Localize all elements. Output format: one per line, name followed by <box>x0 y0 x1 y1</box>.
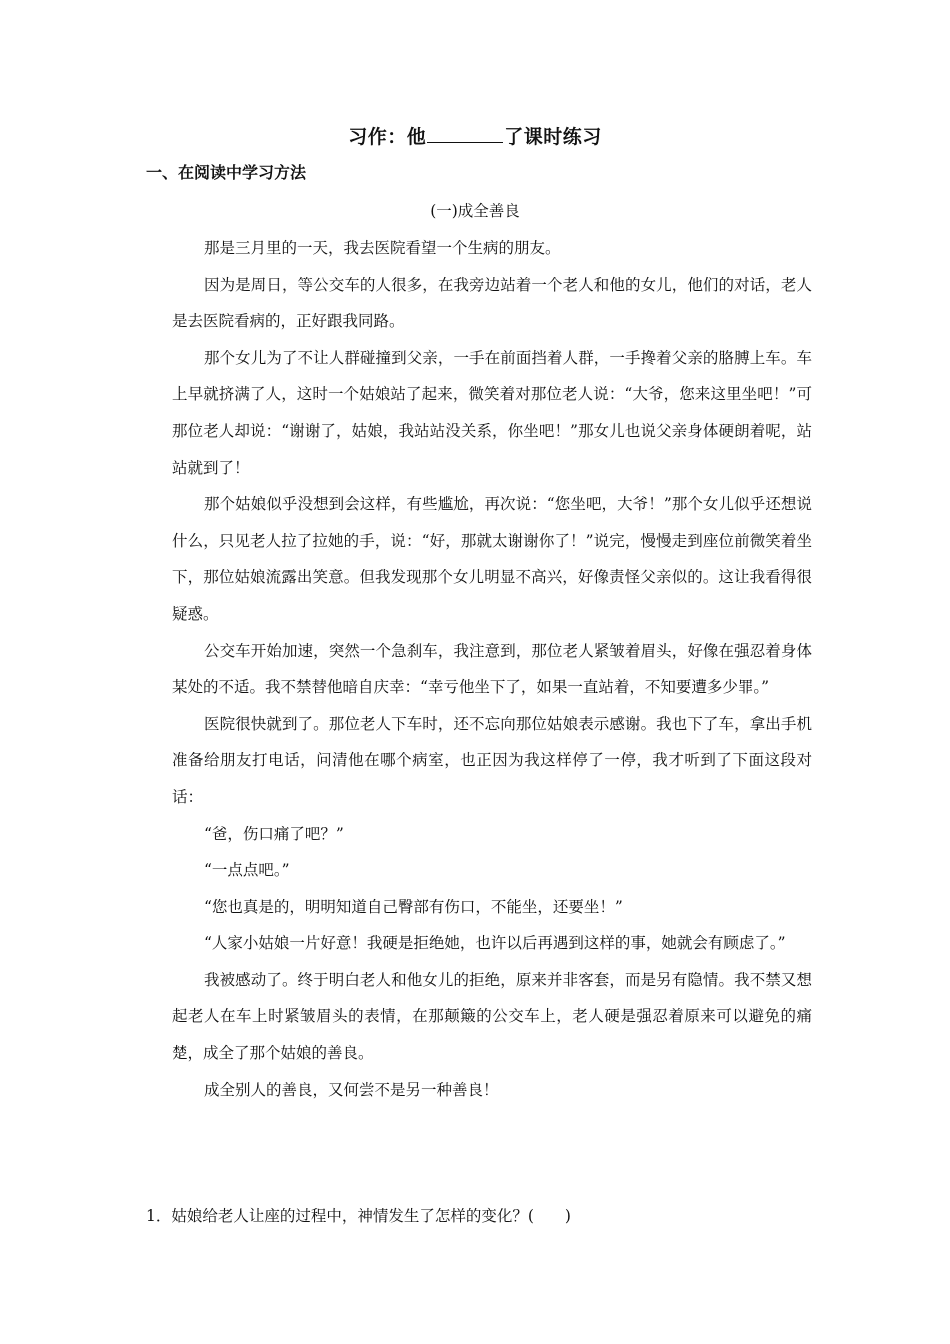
passage-paragraph: 医院很快就到了。那位老人下车时，还不忘向那位姑娘表示感谢。我也下了车，拿出手机准备给朋友打电话，问清他在哪个病室，也正因为我这样停了一停，我才听到了下面这段对话： <box>172 714 812 806</box>
passage-paragraph: “爸，伤口痛了吧？” <box>204 824 344 843</box>
question-1: 1．姑娘给老人让座的过程中，神情发生了怎样的变化？( ) <box>146 1207 571 1225</box>
title-prefix: 习作：他 <box>348 126 427 148</box>
passage-paragraph: “人家小姑娘一片好意！我硬是拒绝她，也许以后再遇到这样的事，她就会有顾虑了。” <box>204 934 786 953</box>
passage-paragraph: 成全别人的善良，又何尝不是另一种善良！ <box>204 1080 499 1099</box>
passage-paragraph: 那个姑娘似乎没想到会这样，有些尴尬，再次说：“您坐吧，大爷！”那个女儿似乎还想说什么，只见老人拉了拉她的手，说：“好，那就太谢谢你了！”说完，慢慢走到座位前微笑着坐下，那位姑娘流露出笑意。但我发现那个女儿明显不高兴，好像责怪父亲似的。这让我看得很疑惑。 <box>172 495 812 623</box>
passage-paragraph: “一点点吧。” <box>204 861 290 880</box>
passage-paragraph: 公交车开始加速，突然一个急刹车，我注意到，那位老人紧皱着眉头，好像在强忍着身体某处的不适。我不禁替他暗自庆幸：“幸亏他坐下了，如果一直站着，不知要遭多少罪。” <box>172 641 812 697</box>
passage-subtitle: (一)成全善良 <box>430 202 520 220</box>
passage-paragraph: 我被感动了。终于明白老人和他女儿的拒绝，原来并非客套，而是另有隐情。我不禁又想起老人在车上时紧皱眉头的表情，在那颠簸的公交车上，老人硬是强忍着原来可以避免的痛楚，成全了那个姑娘的善良。 <box>172 970 812 1063</box>
passage-paragraph: 那个女儿为了不让人群碰撞到父亲，一手在前面挡着人群，一手搀着父亲的胳膊上车。车上早就挤满了人，这时一个姑娘站了起来，微笑着对那位老人说：“大爷，您来这里坐吧！”可那位老人却说：“谢谢了，姑娘，我站站没关系，你坐吧！”那女儿也说父亲身体硬朗着呢，站站就到了！ <box>172 348 812 477</box>
page-title <box>0 122 950 149</box>
title-suffix: 了课时练习 <box>504 126 602 148</box>
section-heading: 一、在阅读中学习方法 <box>146 163 307 182</box>
passage-body <box>172 230 812 1108</box>
passage-paragraph: “您也真是的，明明知道自己臀部有伤口，不能坐，还要坐！” <box>204 897 623 916</box>
passage-paragraph: 那是三月里的一天，我去医院看望一个生病的朋友。 <box>204 239 561 257</box>
passage-paragraph: 因为是周日，等公交车的人很多，在我旁边站着一个老人和他的女儿，他们的对话，老人是去医院看病的，正好跟我同路。 <box>172 275 812 331</box>
title-blank <box>427 126 503 143</box>
